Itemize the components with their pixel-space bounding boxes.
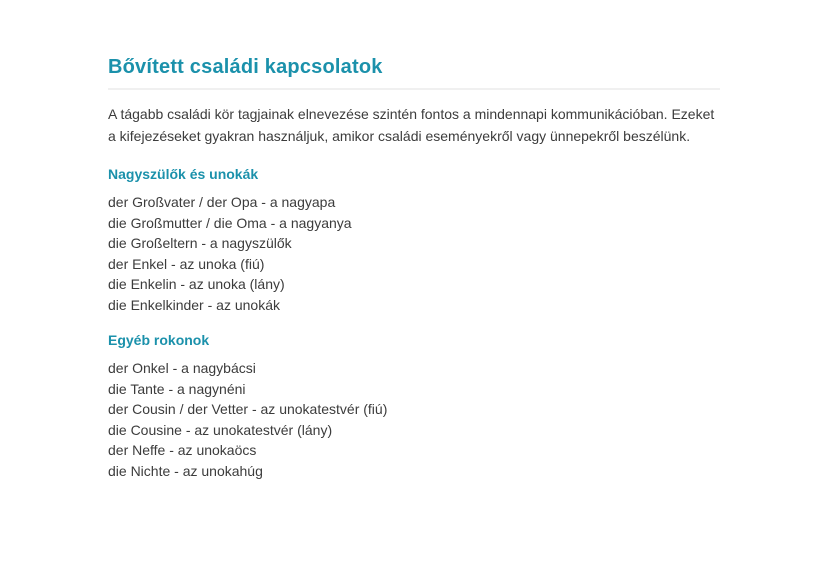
vocab-item: der Enkel - az unoka (fiú) [108,255,265,272]
vocab-item: die Enkelkinder - az unokák [108,296,280,313]
vocab-item: die Nichte - az unokahúg [108,462,263,479]
vocab-item: der Onkel - a nagybácsi [108,360,256,376]
vocab-item: die Großmutter / die Oma - a nagyanya [108,214,352,231]
intro-paragraph: A tágabb családi kör tagjainak elnevezése szintén fontos a mindennapi kommunikációban. Ezeket a kifejezéseket gyakran használjuk, amikor családi eseményekről vagy ünnepekről beszélünk. [108,106,715,144]
article-content [108,55,720,481]
vocab-item: der Neffe - az unokaöcs [108,442,257,458]
vocab-item: die Großeltern - a nagyszülők [108,235,292,251]
section-other-relatives [108,331,720,481]
vocab-item: der Großvater / der Opa - a nagyapa [108,194,336,210]
vocab-item: die Enkelin - az unoka (lány) [108,276,285,292]
vocab-list-grandparents [108,192,720,315]
vocab-item: der Cousin / der Vetter - az unokatestvér (fiú) [108,401,388,417]
vocab-item: die Tante - a nagynéni [108,380,246,397]
vocab-item: die Cousine - az unokatestvér (lány) [108,421,333,438]
section-grandparents [108,165,720,315]
section-heading-grandparents: Nagyszülők és unokák [108,166,259,182]
vocab-list-other-relatives [108,358,720,481]
section-heading-other-relatives: Egyéb rokonok [108,332,210,348]
title-divider [108,88,720,90]
page-title: Bővített családi kapcsolatok [108,56,383,78]
